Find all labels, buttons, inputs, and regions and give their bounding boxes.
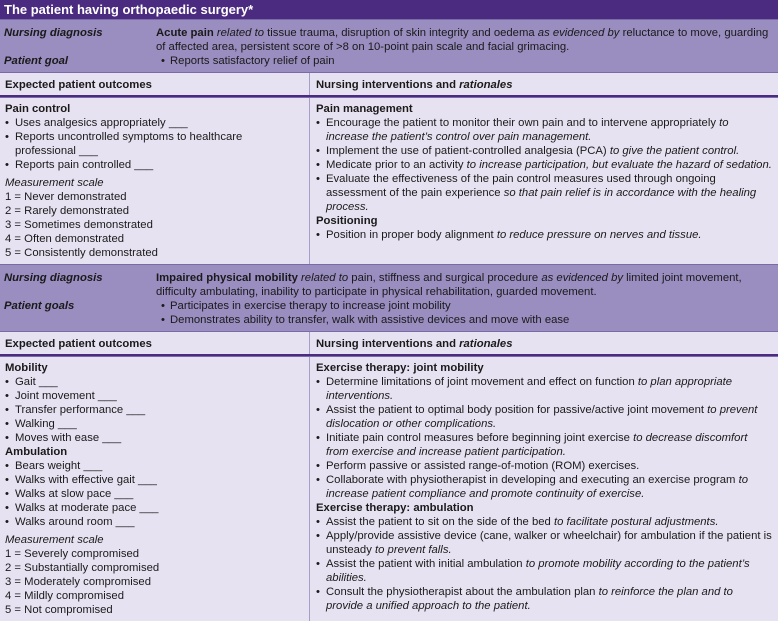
list-item: • Uses analgesics appropriately ___: [5, 117, 188, 129]
column-headers: [0, 72, 778, 97]
intervention-title: Exercise therapy: ambulation: [316, 502, 474, 514]
list-item: • Walks at moderate pace ___: [5, 502, 159, 514]
scale-item: 4 = Often demonstrated: [5, 233, 125, 245]
diagnosis-label: Nursing diagnosis: [4, 272, 103, 284]
section-mobility: [0, 356, 778, 621]
diagnosis-text: Acute pain related to tissue trauma, disruption of skin integrity and oedema as evidenced by reluctance to move, guarding of affected area, persistent score of >8 on 10-point pain scale and facial grimacing.: [156, 27, 769, 53]
list-item: • Apply/provide assistive device (cane, walker or wheelchair) for ambulation if the patient is unsteady to prevent falls.: [316, 530, 772, 556]
list-item: • Transfer performance ___: [5, 404, 146, 416]
section-pain: [0, 97, 778, 264]
interventions-column: [310, 98, 778, 264]
column-headers: [0, 331, 778, 356]
goal-item: • Participates in exercise therapy to increase joint mobility: [161, 300, 451, 312]
interventions-header: Nursing interventions and rationales: [316, 338, 513, 350]
scale-item: 3 = Sometimes demonstrated: [5, 219, 153, 231]
diagnosis-label: Nursing diagnosis: [4, 27, 103, 39]
list-item: • Evaluate the effectiveness of the pain control measures used through ongoing assessment of the pain experience so that pain relief is in accordance with the healing process.: [316, 173, 757, 213]
list-item: • Walks around room ___: [5, 516, 135, 528]
intervention-title: Pain management: [316, 103, 413, 115]
diagnosis-block-mobility: [0, 264, 778, 331]
list-item: • Assist the patient with initial ambulation to promote mobility according to the patient’s abilities.: [316, 558, 750, 584]
outcome-title: Pain control: [5, 103, 71, 115]
outcome-title: Ambulation: [5, 446, 68, 458]
scale-item: 5 = Not compromised: [5, 604, 113, 616]
goal-list: [156, 54, 774, 68]
interventions-header: Nursing interventions and rationales: [316, 79, 513, 91]
list-item: • Reports pain controlled ___: [5, 159, 154, 171]
goal-label: Patient goals: [4, 300, 75, 312]
list-item: • Joint movement ___: [5, 390, 117, 402]
list-item: • Walking ___: [5, 418, 77, 430]
list-item: • Position in proper body alignment to reduce pressure on nerves and tissue.: [316, 229, 702, 241]
goal-item: • Reports satisfactory relief of pain: [161, 55, 335, 67]
outcomes-column: [0, 357, 310, 621]
goal-label: Patient goal: [4, 55, 69, 67]
list-item: • Consult the physiotherapist about the ambulation plan to reinforce the plan and to provide a unified approach to the patient.: [316, 586, 733, 612]
interventions-column: [310, 357, 778, 621]
list-item: • Perform passive or assisted range-of-motion (ROM) exercises.: [316, 460, 640, 472]
scale-item: 3 = Moderately compromised: [5, 576, 151, 588]
list-item: • Medicate prior to an activity to increase participation, but evaluate the hazard of sedation.: [316, 159, 772, 171]
list-item: • Bears weight ___: [5, 460, 103, 472]
list-item: • Gait ___: [5, 376, 58, 388]
list-item: • Walks with effective gait ___: [5, 474, 157, 486]
list-item: • Walks at slow pace ___: [5, 488, 134, 500]
intervention-title: Positioning: [316, 215, 378, 227]
diagnosis-text: Impaired physical mobility related to pain, stiffness and surgical procedure as evidenced by limited joint movement, difficulty ambulating, inability to participate in physical rehabilitation, guarded movement.: [156, 272, 742, 298]
list-item: • Collaborate with physiotherapist in developing and executing an exercise program to increase patient compliance and promote continuity of exercise.: [316, 474, 749, 500]
scale-title: Measurement scale: [5, 177, 104, 189]
list-item: • Reports uncontrolled symptoms to healthcare professional ___: [5, 131, 243, 157]
outcomes-header: Expected patient outcomes: [0, 73, 310, 95]
scale-title: Measurement scale: [5, 534, 104, 546]
goal-item: • Demonstrates ability to transfer, walk with assistive devices and move with ease: [161, 314, 570, 326]
list-item: • Encourage the patient to monitor their own pain and to intervene appropriately to increase the patient’s control over pain management.: [316, 117, 729, 143]
outcome-title: Mobility: [5, 362, 48, 374]
list-item: • Implement the use of patient-controlled analgesia (PCA) to give the patient control.: [316, 145, 740, 157]
scale-item: 1 = Never demonstrated: [5, 191, 127, 203]
scale-item: 5 = Consistently demonstrated: [5, 247, 158, 259]
scale-item: 1 = Severely compromised: [5, 548, 140, 560]
page-title: The patient having orthopaedic surgery*: [0, 0, 778, 19]
outcomes-header: Expected patient outcomes: [0, 332, 310, 354]
scale-item: 4 = Mildly compromised: [5, 590, 124, 602]
outcomes-column: [0, 98, 310, 264]
scale-item: 2 = Rarely demonstrated: [5, 205, 130, 217]
diagnosis-block-acute-pain: [0, 19, 778, 72]
list-item: • Initiate pain control measures before beginning joint exercise to decrease discomfort from exercise and increase patient participation.: [316, 432, 748, 458]
intervention-title: Exercise therapy: joint mobility: [316, 362, 484, 374]
scale-item: 2 = Substantially compromised: [5, 562, 160, 574]
list-item: • Assist the patient to sit on the side of the bed to facilitate postural adjustments.: [316, 516, 719, 528]
goal-list: [156, 299, 774, 327]
list-item: • Determine limitations of joint movement and effect on function to plan appropriate interventions.: [316, 376, 733, 402]
list-item: • Assist the patient to optimal body position for passive/active joint movement to prevent dislocation or other complications.: [316, 404, 758, 430]
list-item: • Moves with ease ___: [5, 432, 122, 444]
